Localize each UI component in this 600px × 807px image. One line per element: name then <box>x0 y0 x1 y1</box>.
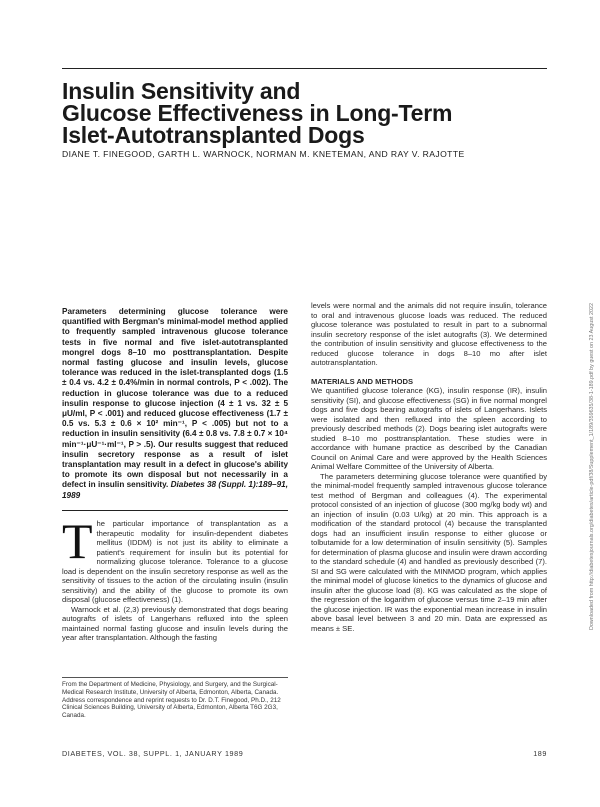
article-title <box>62 80 542 146</box>
title-line-3: Islet-Autotransplanted Dogs <box>62 122 365 148</box>
methods-paragraph-2: The parameters determining glucose tolerance were quantified by the minimal-model frequently sampled intravenous glucose tolerance test method of Bergman and colleagues (4). The experimental protocol consisted of an injection of glucose (300 mg/kg body wt) and an injection of insulin (0.03 U/kg) at 20 min. This approach is a modification of the standard protocol (4) because the transplanted dogs had an insufficient insulin response to either glucose or tolbutamide for a low determination of insulin sensitivity (5). Samples for determination of plasma glucose and insulin were drawn according to the standard schedule (4) and handled as previously described (7). SI and SG were calculated with the MINMOD program, which applies the minimal model of glucose kinetics to the dynamics of glucose and insulin after the glucose load (8). KG was calculated as the slope of the regression of the logarithm of glucose versus time 2–19 min after the glucose injection. IR was the exponential mean increase in insulin above basal level between 3 and 20 min. Data are expressed as means ± SE. <box>311 471 547 633</box>
drop-cap: T <box>62 513 93 569</box>
right-paragraph-0: levels were normal and the animals did not require insulin, tolerance to oral and intravenous glucose loads was reduced. The reduced glucose tolerance was postulated to result in part to a subnormal insulin secretory response of the islet autografts (3). We determined the contribution of insulin sensitivity and glucose effectiveness to the reduced glucose tolerance in dogs 8–10 mo after islet autotransplantation. <box>311 301 547 367</box>
top-rule <box>62 68 547 69</box>
journal-citation: DIABETES, VOL. 38, SUPPL. 1, JANUARY 1989 <box>62 749 244 758</box>
methods-paragraph-1: We quantified glucose tolerance (KG), insulin response (IR), insulin sensitivity (SI), and glucose effectiveness (SG) in five normal mongrel dogs and five dogs bearing autografts of islets of Langerhans. Islets were isolated and then refluxed into the spleen according to previously described methods (2). Dogs bearing islet autografts were studied 8–10 mo posttransplantation. These studies were in accordance with humane practice as described by the Canadian Council on Animal Care and were approved by the Health Sciences Animal Welfare Committee of the University of Alberta. <box>311 386 547 471</box>
abstract-rule <box>62 510 288 511</box>
intro-paragraph-2: Warnock et al. (2,3) previously demonstrated that dogs bearing autografts of islets of Langerhans refluxed into the spleen maintained normal fasting glucose and insulin levels during the year after transplantation. Although the fasting <box>62 604 288 642</box>
page-number: 189 <box>533 749 547 758</box>
title-line-1: Insulin Sensitivity and <box>62 78 301 104</box>
author-list: DIANE T. FINEGOOD, GARTH L. WARNOCK, NORMAN M. KNETEMAN, AND RAY V. RAJOTTE <box>62 149 465 159</box>
intro-paragraph-1: he particular importance of transplantation as a therapeutic modality for insulin-dependent diabetes mellitus (IDDM) is not just its ability to eliminate a patient's requirement for insulin but its potential for normalizing glucose tolerance. Tolerance to a glucose load is dependent on the insulin secretory response as well as the sensitivity of tissues to the action of the circulating insulin (insulin sensitivity) and the ability of the glucose to promote its own disposal (glucose effectiveness) (1). <box>62 519 288 604</box>
methods-heading: MATERIALS AND METHODS <box>311 376 414 386</box>
right-column <box>311 301 547 633</box>
page-footer <box>62 749 547 758</box>
download-note: Downloaded from http://diabetesjournals.org/diabetes/article-pdf/38/Supplement_1/189/359635/38-1-189.pdf by guest on 23 August 2022 <box>589 303 595 630</box>
abstract-citation: Diabetes 38 (Suppl. 1):189–91, 1989 <box>62 480 288 500</box>
affiliation-footnote: From the Department of Medicine, Physiology, and Surgery, and the Surgical-Medical Research Institute, University of Alberta, Edmonton, Alberta, Canada. Address correspondence and reprint requests to Dr. D.T. Finegood, Ph.D., 212 Clinical Sciences Building, University of Alberta, Edmonton, Alberta T6G 2G3, Canada. <box>62 677 288 720</box>
abstract <box>62 307 288 501</box>
left-column-intro <box>62 513 288 643</box>
download-watermark <box>589 200 598 630</box>
title-line-2: Glucose Effectiveness in Long-Term <box>62 100 453 126</box>
abstract-body: Parameters determining glucose tolerance were quantified with Bergman's minimal-model method applied to frequently sampled intravenous glucose tolerance tests in five normal and five islet-autotransplanted mongrel dogs 8–10 mo posttransplantation. Despite normal fasting glucose and insulin levels, glucose tolerance was reduced in the islet-transplanted dogs (1.5 ± 0.4 vs. 4.2 ± 0.4%/min in normal controls, P < .002). The reduction in glucose tolerance was due to a reduced insulin response to glucose injection (4 ± 1 vs. 32 ± 5 μU/ml, P < .001) and reduced glucose effectiveness (1.7 ± 0.5 vs. 5.3 ± 0.6 × 10² min⁻¹, P < .005) but not to a reduction in insulin sensitivity (6.4 ± 0.8 vs. 7.8 ± 0.7 × 10⁴ min⁻¹·μU⁻¹·ml⁻¹, P > .5). Our results suggest that reduced insulin secretory response as a result of islet transplantation may result in a defect in glucose's ability to promote its own disposal but not necessarily in a defect in insulin sensitivity. <box>62 307 288 490</box>
